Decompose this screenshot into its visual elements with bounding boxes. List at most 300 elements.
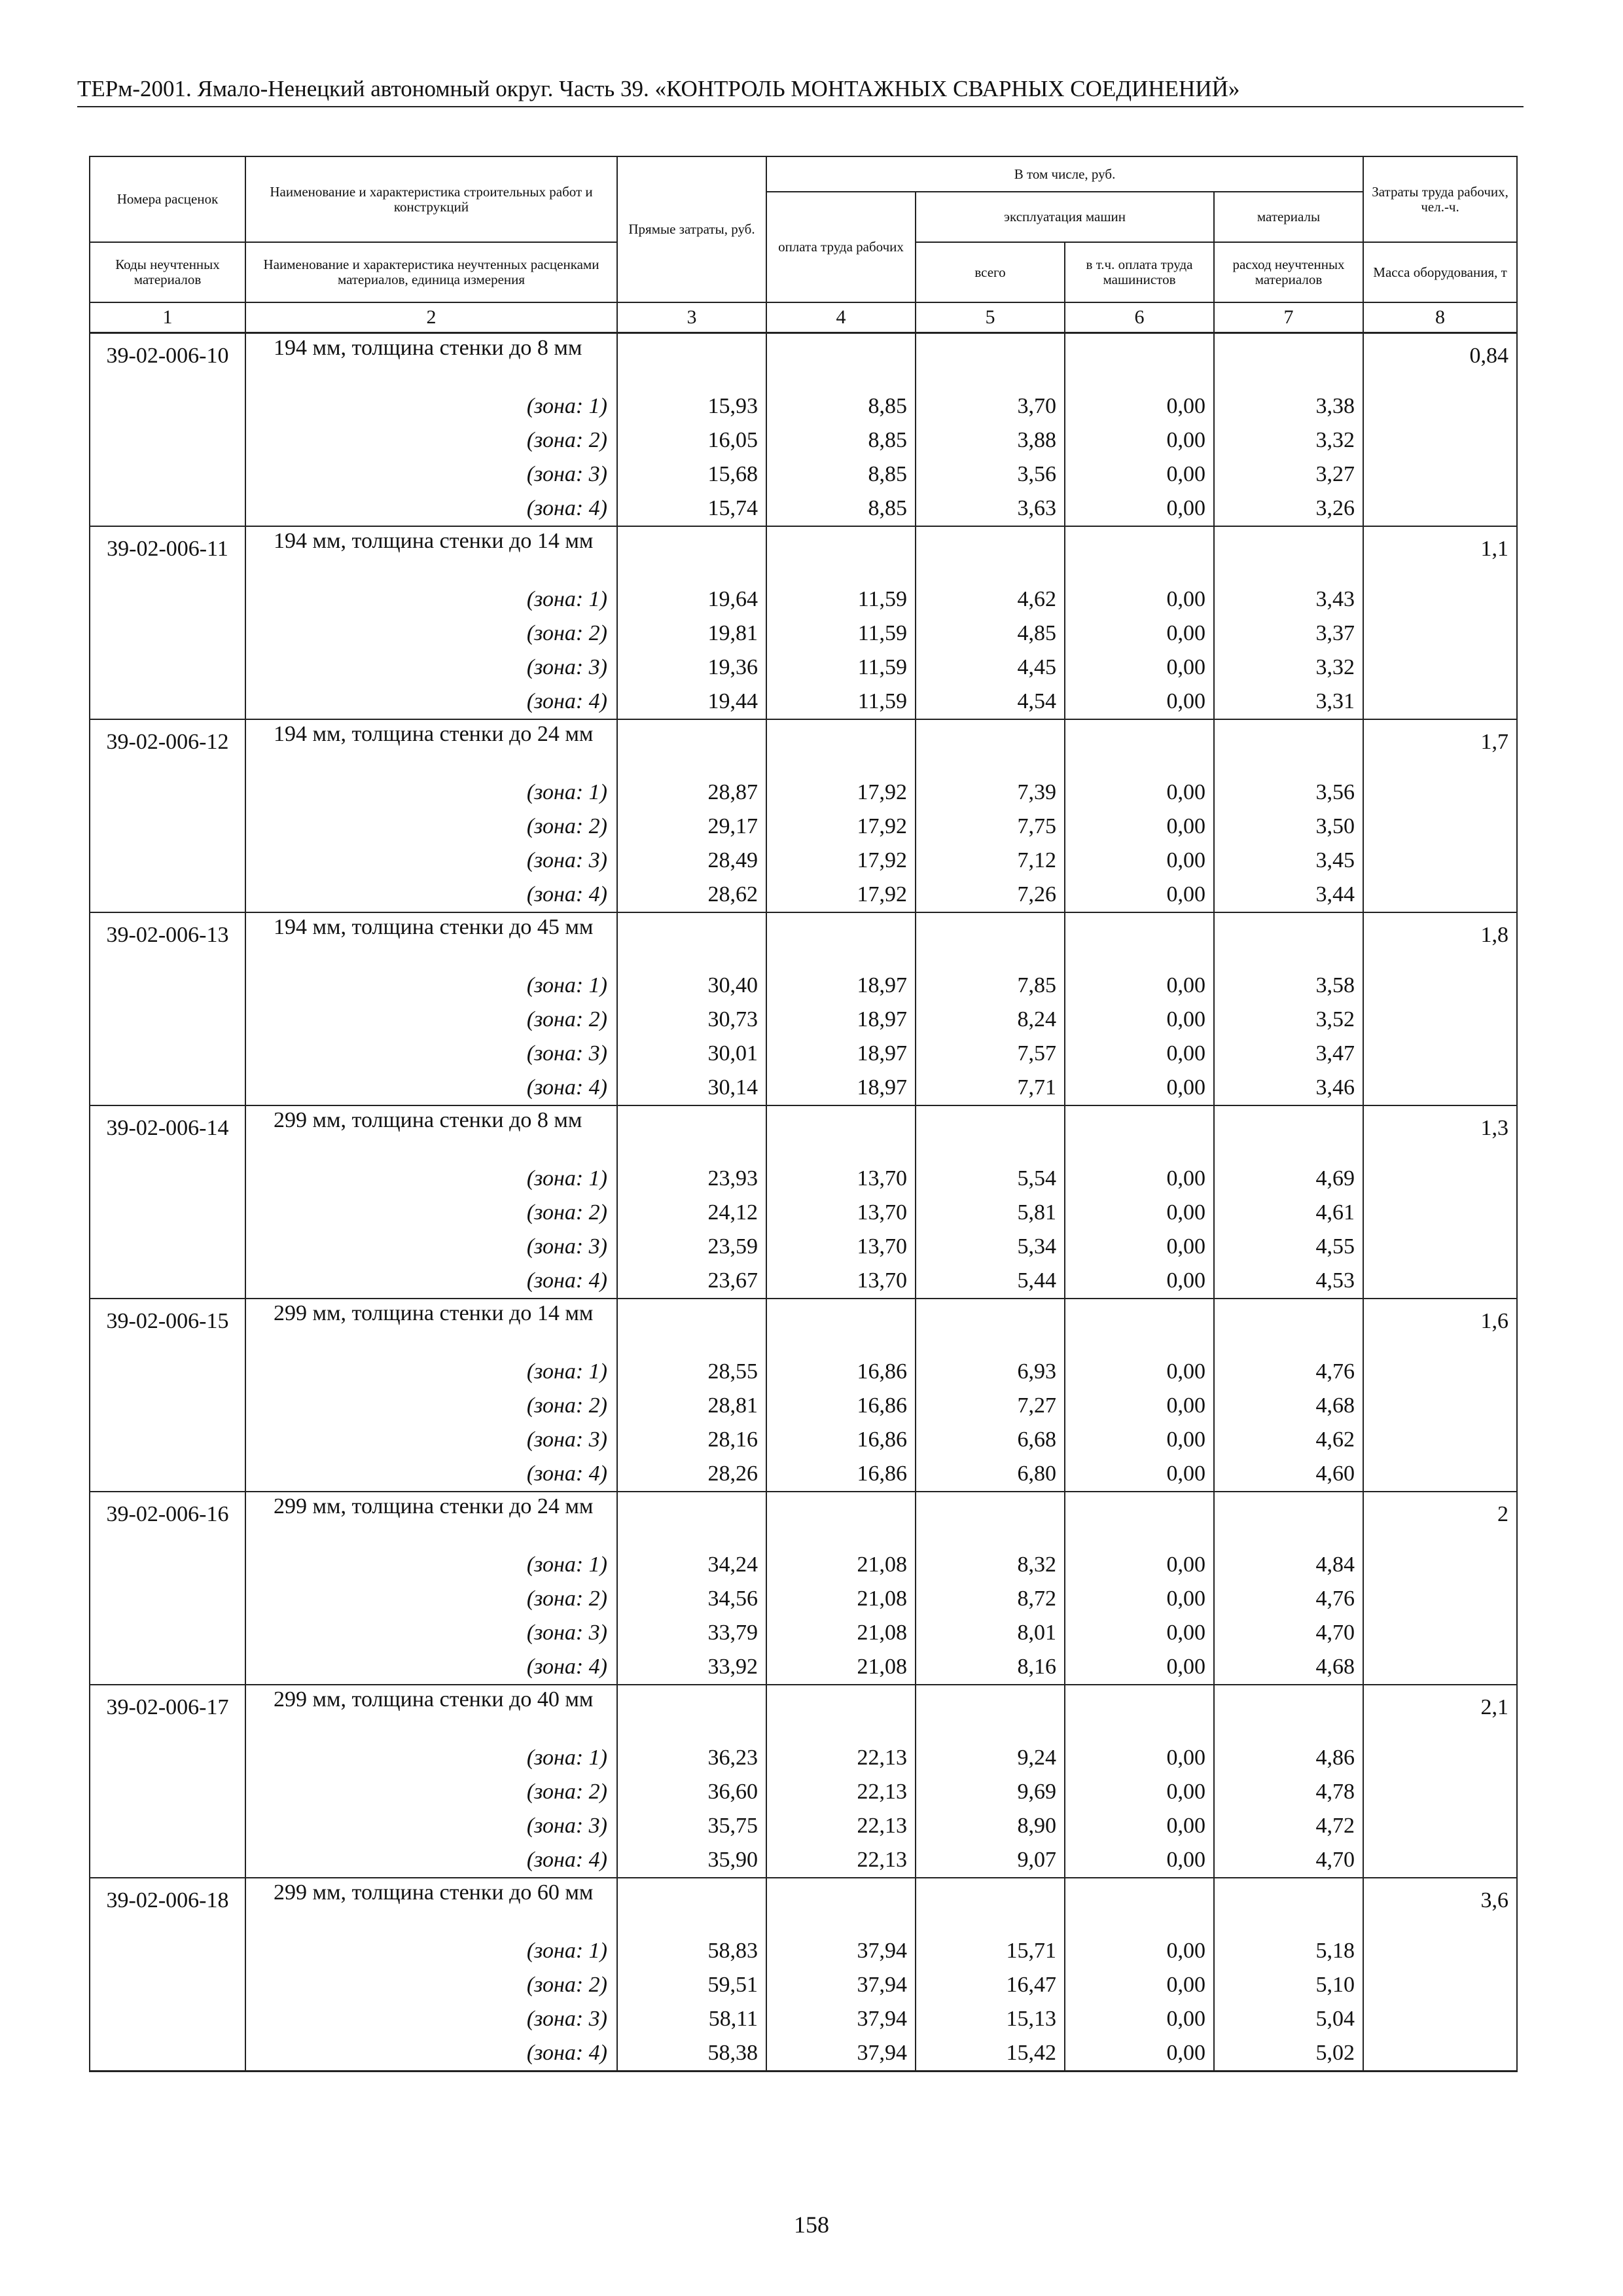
rates-body — [90, 333, 1517, 2072]
table-row — [90, 423, 1517, 457]
table-row — [90, 1650, 1517, 1685]
table-row — [90, 844, 1517, 878]
empty-cell — [1363, 1968, 1517, 2002]
equipment-mass-cell: 1,8 — [1363, 912, 1517, 969]
direct-cost-cell: 19,36 — [617, 651, 766, 685]
machine-total-cell: 8,72 — [916, 1582, 1065, 1616]
materials-cell: 4,78 — [1214, 1775, 1363, 1809]
empty-cell — [766, 719, 916, 776]
zone-label: (зона: 2) — [245, 1775, 617, 1809]
header-including-rub: В том числе, руб. — [766, 156, 1363, 192]
worker-wages-cell: 37,94 — [766, 2036, 916, 2072]
worker-wages-cell: 17,92 — [766, 776, 916, 810]
table-row — [90, 1264, 1517, 1299]
direct-cost-cell: 30,40 — [617, 969, 766, 1003]
materials-cell: 3,38 — [1214, 389, 1363, 423]
direct-cost-cell: 59,51 — [617, 1968, 766, 2002]
materials-cell: 4,70 — [1214, 1843, 1363, 1878]
empty-cell — [1065, 1299, 1214, 1355]
empty-cell — [90, 1230, 245, 1264]
table-row — [90, 2002, 1517, 2036]
direct-cost-cell: 35,90 — [617, 1843, 766, 1878]
header-direct-costs: Прямые затраты, руб. — [617, 156, 766, 302]
header-operator-wages: в т.ч. оплата труда машинистов — [1065, 242, 1214, 302]
work-description: 299 мм, толщина стенки до 24 мм — [245, 1492, 617, 1548]
materials-cell: 4,84 — [1214, 1548, 1363, 1582]
empty-cell — [90, 685, 245, 719]
zone-label: (зона: 4) — [245, 492, 617, 526]
operator-wages-cell: 0,00 — [1065, 423, 1214, 457]
direct-cost-cell: 30,01 — [617, 1037, 766, 1071]
rate-code: 39-02-006-18 — [90, 1878, 245, 1934]
materials-cell: 3,50 — [1214, 810, 1363, 844]
empty-cell — [916, 1105, 1065, 1162]
empty-cell — [1363, 776, 1517, 810]
column-number: 3 — [617, 302, 766, 333]
empty-cell — [90, 2036, 245, 2072]
materials-cell: 3,43 — [1214, 583, 1363, 617]
direct-cost-cell: 28,49 — [617, 844, 766, 878]
direct-cost-cell: 28,55 — [617, 1355, 766, 1389]
empty-cell — [1065, 1105, 1214, 1162]
table-row — [90, 1457, 1517, 1492]
worker-wages-cell: 8,85 — [766, 423, 916, 457]
operator-wages-cell: 0,00 — [1065, 492, 1214, 526]
machine-total-cell: 8,90 — [916, 1809, 1065, 1843]
empty-cell — [1214, 1299, 1363, 1355]
zone-label: (зона: 3) — [245, 2002, 617, 2036]
empty-cell — [90, 844, 245, 878]
machine-total-cell: 9,24 — [916, 1741, 1065, 1775]
materials-cell: 4,62 — [1214, 1423, 1363, 1457]
empty-cell — [1363, 1423, 1517, 1457]
rate-code: 39-02-006-10 — [90, 333, 245, 390]
zone-label: (зона: 4) — [245, 1457, 617, 1492]
zone-label: (зона: 1) — [245, 1355, 617, 1389]
operator-wages-cell: 0,00 — [1065, 2002, 1214, 2036]
empty-cell — [1065, 1685, 1214, 1741]
empty-cell — [1363, 1775, 1517, 1809]
header-total: всего — [916, 242, 1065, 302]
operator-wages-cell: 0,00 — [1065, 1162, 1214, 1196]
equipment-mass-cell: 1,6 — [1363, 1299, 1517, 1355]
worker-wages-cell: 21,08 — [766, 1650, 916, 1685]
machine-total-cell: 9,07 — [916, 1843, 1065, 1878]
empty-cell — [90, 969, 245, 1003]
machine-total-cell: 3,63 — [916, 492, 1065, 526]
table-row — [90, 810, 1517, 844]
materials-cell: 5,18 — [1214, 1934, 1363, 1968]
rate-code: 39-02-006-12 — [90, 719, 245, 776]
empty-cell — [1065, 1878, 1214, 1934]
worker-wages-cell: 37,94 — [766, 2002, 916, 2036]
machine-total-cell: 7,85 — [916, 969, 1065, 1003]
header-material-consumption: расход неучтенных материалов — [1214, 242, 1363, 302]
materials-cell: 4,61 — [1214, 1196, 1363, 1230]
direct-cost-cell: 23,59 — [617, 1230, 766, 1264]
materials-cell: 3,37 — [1214, 617, 1363, 651]
zone-label: (зона: 1) — [245, 1741, 617, 1775]
equipment-mass-cell: 0,84 — [1363, 333, 1517, 390]
machine-total-cell: 9,69 — [916, 1775, 1065, 1809]
materials-cell: 4,53 — [1214, 1264, 1363, 1299]
worker-wages-cell: 37,94 — [766, 1934, 916, 1968]
operator-wages-cell: 0,00 — [1065, 1616, 1214, 1650]
empty-cell — [617, 1299, 766, 1355]
materials-cell: 4,60 — [1214, 1457, 1363, 1492]
table-row — [90, 333, 1517, 390]
worker-wages-cell: 21,08 — [766, 1548, 916, 1582]
direct-cost-cell: 19,64 — [617, 583, 766, 617]
column-number: 5 — [916, 302, 1065, 333]
empty-cell — [1065, 719, 1214, 776]
direct-cost-cell: 58,38 — [617, 2036, 766, 2072]
empty-cell — [90, 583, 245, 617]
operator-wages-cell: 0,00 — [1065, 583, 1214, 617]
empty-cell — [1363, 1355, 1517, 1389]
empty-cell — [1363, 2002, 1517, 2036]
zone-label: (зона: 1) — [245, 389, 617, 423]
table-row — [90, 1685, 1517, 1741]
empty-cell — [766, 1492, 916, 1548]
zone-label: (зона: 3) — [245, 1616, 617, 1650]
materials-cell: 3,31 — [1214, 685, 1363, 719]
operator-wages-cell: 0,00 — [1065, 1843, 1214, 1878]
empty-cell — [1363, 492, 1517, 526]
empty-cell — [766, 1299, 916, 1355]
empty-cell — [1214, 1685, 1363, 1741]
zone-label: (зона: 1) — [245, 1548, 617, 1582]
operator-wages-cell: 0,00 — [1065, 1423, 1214, 1457]
operator-wages-cell: 0,00 — [1065, 1230, 1214, 1264]
direct-cost-cell: 34,24 — [617, 1548, 766, 1582]
worker-wages-cell: 22,13 — [766, 1843, 916, 1878]
table-row — [90, 1878, 1517, 1934]
empty-cell — [1363, 1230, 1517, 1264]
column-number: 7 — [1214, 302, 1363, 333]
table-row — [90, 1162, 1517, 1196]
table-row — [90, 1775, 1517, 1809]
work-description: 194 мм, толщина стенки до 8 мм — [245, 333, 617, 390]
operator-wages-cell: 0,00 — [1065, 1389, 1214, 1423]
table-row — [90, 1071, 1517, 1105]
empty-cell — [90, 1582, 245, 1616]
empty-cell — [1363, 1582, 1517, 1616]
materials-cell: 3,52 — [1214, 1003, 1363, 1037]
zone-label: (зона: 4) — [245, 1071, 617, 1105]
empty-cell — [90, 1264, 245, 1299]
table-row — [90, 1548, 1517, 1582]
table-row — [90, 878, 1517, 912]
column-number: 8 — [1363, 302, 1517, 333]
direct-cost-cell: 33,79 — [617, 1616, 766, 1650]
worker-wages-cell: 13,70 — [766, 1264, 916, 1299]
zone-label: (зона: 3) — [245, 651, 617, 685]
table-row — [90, 719, 1517, 776]
direct-cost-cell: 28,62 — [617, 878, 766, 912]
empty-cell — [617, 333, 766, 390]
machine-total-cell: 4,54 — [916, 685, 1065, 719]
materials-cell: 3,32 — [1214, 651, 1363, 685]
machine-total-cell: 8,01 — [916, 1616, 1065, 1650]
zone-label: (зона: 2) — [245, 423, 617, 457]
worker-wages-cell: 16,86 — [766, 1457, 916, 1492]
rates-table — [89, 156, 1518, 2072]
worker-wages-cell: 16,86 — [766, 1355, 916, 1389]
column-number: 1 — [90, 302, 245, 333]
empty-cell — [916, 526, 1065, 583]
empty-cell — [1363, 878, 1517, 912]
direct-cost-cell: 28,26 — [617, 1457, 766, 1492]
empty-cell — [1363, 423, 1517, 457]
machine-total-cell: 7,26 — [916, 878, 1065, 912]
empty-cell — [1214, 526, 1363, 583]
empty-cell — [916, 1492, 1065, 1548]
table-row — [90, 1105, 1517, 1162]
worker-wages-cell: 17,92 — [766, 844, 916, 878]
table-row — [90, 492, 1517, 526]
direct-cost-cell: 24,12 — [617, 1196, 766, 1230]
table-row — [90, 617, 1517, 651]
work-description: 194 мм, толщина стенки до 14 мм — [245, 526, 617, 583]
empty-cell — [1363, 685, 1517, 719]
rate-code: 39-02-006-15 — [90, 1299, 245, 1355]
materials-cell: 4,55 — [1214, 1230, 1363, 1264]
worker-wages-cell: 22,13 — [766, 1775, 916, 1809]
empty-cell — [90, 810, 245, 844]
empty-cell — [916, 333, 1065, 390]
materials-cell: 4,76 — [1214, 1355, 1363, 1389]
empty-cell — [90, 1457, 245, 1492]
header-material-names: Наименование и характеристика неучтенных расценками материалов, единица измерения — [245, 242, 617, 302]
empty-cell — [90, 1934, 245, 1968]
operator-wages-cell: 0,00 — [1065, 1775, 1214, 1809]
table-row — [90, 1934, 1517, 1968]
empty-cell — [1363, 1037, 1517, 1071]
materials-cell: 5,02 — [1214, 2036, 1363, 2072]
equipment-mass-cell: 1,3 — [1363, 1105, 1517, 1162]
empty-cell — [90, 1650, 245, 1685]
empty-cell — [766, 1878, 916, 1934]
operator-wages-cell: 0,00 — [1065, 1650, 1214, 1685]
zone-label: (зона: 3) — [245, 844, 617, 878]
zone-label: (зона: 2) — [245, 617, 617, 651]
machine-total-cell: 7,27 — [916, 1389, 1065, 1423]
table-row — [90, 2036, 1517, 2072]
worker-wages-cell: 21,08 — [766, 1616, 916, 1650]
machine-total-cell: 4,85 — [916, 617, 1065, 651]
empty-cell — [617, 912, 766, 969]
table-row — [90, 1968, 1517, 2002]
worker-wages-cell: 22,13 — [766, 1741, 916, 1775]
zone-label: (зона: 3) — [245, 1230, 617, 1264]
worker-wages-cell: 17,92 — [766, 810, 916, 844]
machine-total-cell: 15,13 — [916, 2002, 1065, 2036]
materials-cell: 5,04 — [1214, 2002, 1363, 2036]
column-number-row — [90, 302, 1517, 333]
worker-wages-cell: 13,70 — [766, 1196, 916, 1230]
table-row — [90, 1809, 1517, 1843]
empty-cell — [1363, 389, 1517, 423]
work-description: 299 мм, толщина стенки до 40 мм — [245, 1685, 617, 1741]
worker-wages-cell: 17,92 — [766, 878, 916, 912]
empty-cell — [1363, 1548, 1517, 1582]
empty-cell — [1363, 1616, 1517, 1650]
table-row — [90, 1616, 1517, 1650]
materials-cell: 3,45 — [1214, 844, 1363, 878]
empty-cell — [916, 719, 1065, 776]
empty-cell — [1214, 719, 1363, 776]
empty-cell — [1363, 1809, 1517, 1843]
worker-wages-cell: 13,70 — [766, 1230, 916, 1264]
column-number: 4 — [766, 302, 916, 333]
worker-wages-cell: 11,59 — [766, 685, 916, 719]
direct-cost-cell: 30,73 — [617, 1003, 766, 1037]
worker-wages-cell: 37,94 — [766, 1968, 916, 2002]
machine-total-cell: 15,42 — [916, 2036, 1065, 2072]
operator-wages-cell: 0,00 — [1065, 651, 1214, 685]
operator-wages-cell: 0,00 — [1065, 1037, 1214, 1071]
machine-total-cell: 6,93 — [916, 1355, 1065, 1389]
empty-cell — [1363, 1071, 1517, 1105]
materials-cell: 4,76 — [1214, 1582, 1363, 1616]
direct-cost-cell: 19,81 — [617, 617, 766, 651]
direct-cost-cell: 35,75 — [617, 1809, 766, 1843]
table-row — [90, 685, 1517, 719]
zone-label: (зона: 4) — [245, 1650, 617, 1685]
empty-cell — [90, 1037, 245, 1071]
empty-cell — [1363, 1457, 1517, 1492]
materials-cell: 3,27 — [1214, 457, 1363, 492]
empty-cell — [90, 1775, 245, 1809]
empty-cell — [90, 1389, 245, 1423]
table-row — [90, 776, 1517, 810]
table-row — [90, 1843, 1517, 1878]
rate-code: 39-02-006-13 — [90, 912, 245, 969]
direct-cost-cell: 29,17 — [617, 810, 766, 844]
zone-label: (зона: 2) — [245, 1582, 617, 1616]
empty-cell — [1363, 2036, 1517, 2072]
zone-label: (зона: 2) — [245, 1003, 617, 1037]
header-worker-wages: оплата труда рабочих — [766, 192, 916, 302]
zone-label: (зона: 3) — [245, 1037, 617, 1071]
zone-label: (зона: 3) — [245, 1423, 617, 1457]
worker-wages-cell: 18,97 — [766, 1003, 916, 1037]
empty-cell — [1363, 457, 1517, 492]
materials-cell: 3,44 — [1214, 878, 1363, 912]
empty-cell — [1065, 526, 1214, 583]
direct-cost-cell: 34,56 — [617, 1582, 766, 1616]
header-labor-costs: Затраты труда рабочих, чел.-ч. — [1363, 156, 1517, 242]
machine-total-cell: 4,45 — [916, 651, 1065, 685]
work-description: 299 мм, толщина стенки до 14 мм — [245, 1299, 617, 1355]
empty-cell — [90, 1843, 245, 1878]
table-row — [90, 389, 1517, 423]
worker-wages-cell: 21,08 — [766, 1582, 916, 1616]
page-header: ТЕРм-2001. Ямало-Ненецкий автономный округ. Часть 39. «КОНТРОЛЬ МОНТАЖНЫХ СВАРНЫХ СОЕДИНЕНИЙ» — [77, 73, 1524, 107]
zone-label: (зона: 3) — [245, 457, 617, 492]
zone-label: (зона: 4) — [245, 1843, 617, 1878]
worker-wages-cell: 16,86 — [766, 1423, 916, 1457]
worker-wages-cell: 11,59 — [766, 651, 916, 685]
empty-cell — [90, 1809, 245, 1843]
worker-wages-cell: 18,97 — [766, 1071, 916, 1105]
empty-cell — [90, 878, 245, 912]
work-description: 299 мм, толщина стенки до 60 мм — [245, 1878, 617, 1934]
operator-wages-cell: 0,00 — [1065, 878, 1214, 912]
worker-wages-cell: 11,59 — [766, 617, 916, 651]
empty-cell — [90, 1616, 245, 1650]
rate-code: 39-02-006-11 — [90, 526, 245, 583]
machine-total-cell: 7,57 — [916, 1037, 1065, 1071]
empty-cell — [617, 526, 766, 583]
materials-cell: 4,86 — [1214, 1741, 1363, 1775]
operator-wages-cell: 0,00 — [1065, 969, 1214, 1003]
empty-cell — [617, 719, 766, 776]
zone-label: (зона: 1) — [245, 583, 617, 617]
empty-cell — [1363, 1264, 1517, 1299]
empty-cell — [766, 1685, 916, 1741]
work-description: 194 мм, толщина стенки до 24 мм — [245, 719, 617, 776]
zone-label: (зона: 2) — [245, 1968, 617, 2002]
empty-cell — [90, 492, 245, 526]
operator-wages-cell: 0,00 — [1065, 1457, 1214, 1492]
empty-cell — [1214, 912, 1363, 969]
empty-cell — [1363, 651, 1517, 685]
operator-wages-cell: 0,00 — [1065, 2036, 1214, 2072]
machine-total-cell: 16,47 — [916, 1968, 1065, 2002]
empty-cell — [617, 1685, 766, 1741]
empty-cell — [90, 2002, 245, 2036]
zone-label: (зона: 2) — [245, 1389, 617, 1423]
rate-code: 39-02-006-17 — [90, 1685, 245, 1741]
table-row — [90, 457, 1517, 492]
operator-wages-cell: 0,00 — [1065, 844, 1214, 878]
empty-cell — [1363, 1741, 1517, 1775]
direct-cost-cell: 15,74 — [617, 492, 766, 526]
column-number: 2 — [245, 302, 617, 333]
operator-wages-cell: 0,00 — [1065, 1809, 1214, 1843]
machine-total-cell: 3,70 — [916, 389, 1065, 423]
zone-label: (зона: 1) — [245, 969, 617, 1003]
header-materials: материалы — [1214, 192, 1363, 242]
worker-wages-cell: 16,86 — [766, 1389, 916, 1423]
direct-cost-cell: 15,68 — [617, 457, 766, 492]
equipment-mass-cell: 2 — [1363, 1492, 1517, 1548]
operator-wages-cell: 0,00 — [1065, 685, 1214, 719]
materials-cell: 3,47 — [1214, 1037, 1363, 1071]
empty-cell — [1214, 1878, 1363, 1934]
header-work-name: Наименование и характеристика строительных работ и конструкций — [245, 156, 617, 242]
machine-total-cell: 5,54 — [916, 1162, 1065, 1196]
direct-cost-cell: 28,87 — [617, 776, 766, 810]
machine-total-cell: 3,88 — [916, 423, 1065, 457]
empty-cell — [1363, 1003, 1517, 1037]
materials-cell: 3,56 — [1214, 776, 1363, 810]
empty-cell — [1214, 1105, 1363, 1162]
direct-cost-cell: 15,93 — [617, 389, 766, 423]
direct-cost-cell: 36,23 — [617, 1741, 766, 1775]
empty-cell — [1363, 1843, 1517, 1878]
header-equipment-mass: Масса оборудования, т — [1363, 242, 1517, 302]
empty-cell — [1363, 1934, 1517, 1968]
empty-cell — [90, 1196, 245, 1230]
direct-cost-cell: 28,81 — [617, 1389, 766, 1423]
direct-cost-cell: 16,05 — [617, 423, 766, 457]
zone-label: (зона: 3) — [245, 1809, 617, 1843]
empty-cell — [90, 1003, 245, 1037]
zone-label: (зона: 4) — [245, 2036, 617, 2072]
